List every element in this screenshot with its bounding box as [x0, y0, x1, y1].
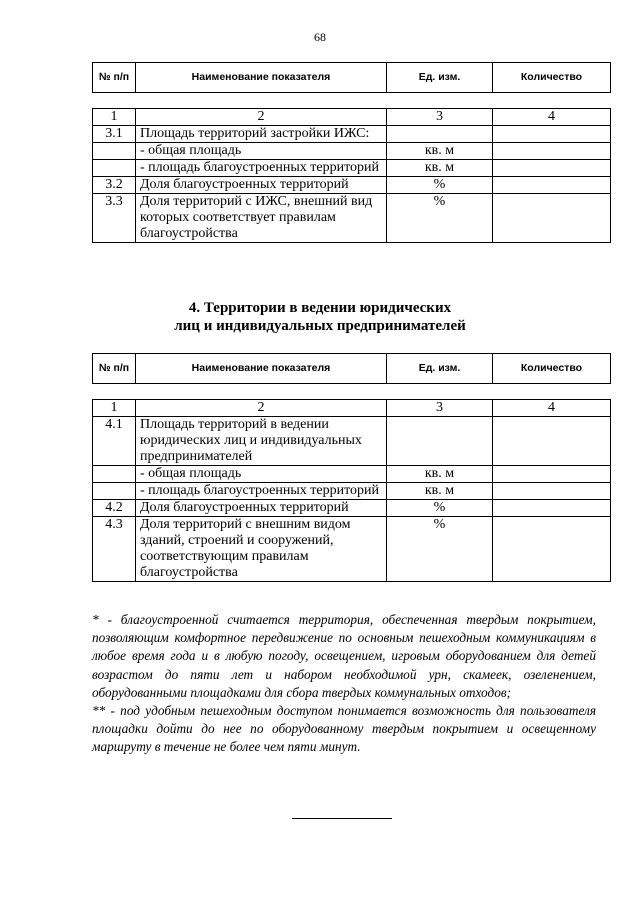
row-unit — [387, 417, 493, 466]
row-qty — [493, 177, 611, 194]
table-row — [93, 500, 611, 517]
section4-header-table — [92, 353, 611, 384]
row-unit: % — [387, 177, 493, 194]
header-qty: Количество — [493, 63, 611, 93]
row-qty — [493, 126, 611, 143]
section3-data-table — [92, 108, 611, 243]
header-num: № п/п — [93, 354, 136, 384]
header-qty: Количество — [493, 354, 611, 384]
row-name: Доля территорий с внешним видом зданий, строений и сооружений, соответствующим правилам благоустройства — [136, 517, 387, 582]
row-num: 4.3 — [93, 517, 136, 582]
row-name: - площадь благоустроенных территорий — [136, 483, 387, 500]
section4-title-line2: лиц и индивидуальных предпринимателей — [174, 318, 466, 334]
column-number: 2 — [136, 400, 387, 417]
row-num: 4.1 — [93, 417, 136, 466]
table-row — [93, 143, 611, 160]
row-name: - общая площадь — [136, 143, 387, 160]
row-qty — [493, 417, 611, 466]
page-number: 68 — [314, 30, 326, 44]
column-number: 3 — [387, 400, 493, 417]
header-unit: Ед. изм. — [387, 354, 493, 384]
row-num — [93, 483, 136, 500]
row-unit: кв. м — [387, 466, 493, 483]
row-name: - площадь благоустроенных территорий — [136, 160, 387, 177]
header-num: № п/п — [93, 63, 136, 93]
row-name: Доля благоустроенных территорий — [136, 177, 387, 194]
row-name: Площадь территорий в ведении юридических лиц и индивидуальных предпринимателей — [136, 417, 387, 466]
header-name: Наименование показателя — [136, 354, 387, 384]
row-qty — [493, 483, 611, 500]
column-number: 4 — [493, 109, 611, 126]
row-qty — [493, 466, 611, 483]
row-num: 3.2 — [93, 177, 136, 194]
section4-title — [0, 299, 640, 335]
row-num — [93, 143, 136, 160]
row-qty — [493, 194, 611, 243]
column-numbers-row — [93, 109, 611, 126]
row-qty — [493, 517, 611, 582]
row-name: Доля территорий с ИЖС, внешний вид которых соответствует правилам благоустройства — [136, 194, 387, 243]
row-num: 3.1 — [93, 126, 136, 143]
row-num — [93, 160, 136, 177]
row-unit: кв. м — [387, 160, 493, 177]
table-row — [93, 483, 611, 500]
row-unit: % — [387, 194, 493, 243]
row-unit — [387, 126, 493, 143]
header-name: Наименование показателя — [136, 63, 387, 93]
row-unit: % — [387, 517, 493, 582]
row-qty — [493, 160, 611, 177]
section4-title-line1: 4. Территории в ведении юридических — [188, 300, 452, 316]
footnote: * - благоустроенной считается территория, обеспеченная твердым покрытием, позволяющим комфортное передвижение по основным пешеходным коммуникациям в любое время года и в любую погоду, освещением, игровым оборудованием для детей возрастом до пяти лет и набором необходимой урн, скамеек, озеленением, оборудованными площадками для сбора твердых коммунальных отходов; — [92, 612, 596, 700]
table-row — [93, 160, 611, 177]
table-row — [93, 126, 611, 143]
row-unit: кв. м — [387, 483, 493, 500]
row-num — [93, 466, 136, 483]
section3-header-table — [92, 62, 611, 93]
row-qty — [493, 500, 611, 517]
row-name: Доля благоустроенных территорий — [136, 500, 387, 517]
row-unit: % — [387, 500, 493, 517]
table-row — [93, 517, 611, 582]
row-unit: кв. м — [387, 143, 493, 160]
header-unit: Ед. изм. — [387, 63, 493, 93]
column-number: 2 — [136, 109, 387, 126]
table-row — [93, 177, 611, 194]
column-number: 1 — [93, 109, 136, 126]
column-number: 4 — [493, 400, 611, 417]
column-number: 1 — [93, 400, 136, 417]
row-qty — [493, 143, 611, 160]
footnotes — [92, 611, 596, 757]
column-number: 3 — [387, 109, 493, 126]
footnote: ** - под удобным пешеходным доступом понимается возможность для пользователя площадки дойти до нее по оборудованному твердым покрытием и освещенному маршруту в течение не более чем пяти минут. — [92, 703, 596, 755]
table-row — [93, 466, 611, 483]
section4-data-table — [92, 399, 611, 582]
table-row — [93, 417, 611, 466]
row-num: 3.3 — [93, 194, 136, 243]
row-name: - общая площадь — [136, 466, 387, 483]
table-row — [93, 194, 611, 243]
end-rule — [292, 818, 392, 819]
column-numbers-row — [93, 400, 611, 417]
row-name: Площадь территорий застройки ИЖС: — [136, 126, 387, 143]
row-num: 4.2 — [93, 500, 136, 517]
